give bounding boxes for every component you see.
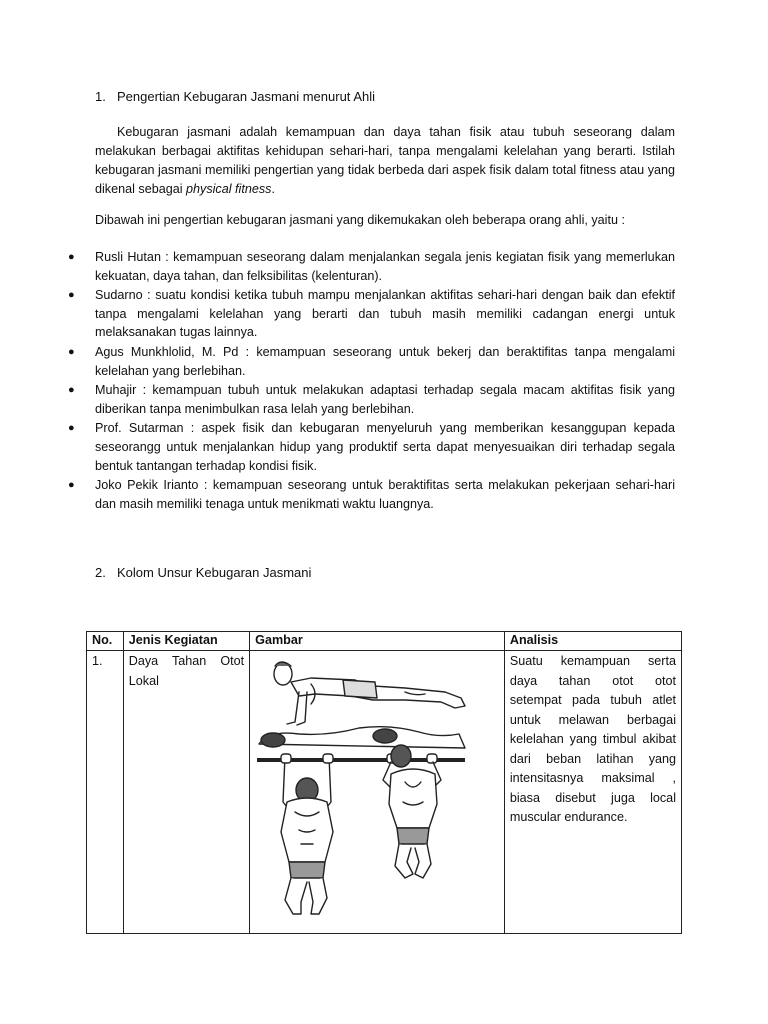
bullet-icon: ●	[68, 345, 75, 358]
intro-term: physical fitness	[186, 182, 272, 196]
section-1-title: Pengertian Kebugaran Jasmani menurut Ahli	[117, 89, 375, 104]
intro-text: Kebugaran jasmani adalah kemampuan dan daya tahan fisik atau tubuh seseorang dalam melakukan berbagai aktifitas kehidupan sehari-hari, tanpa mengalami kelelahan yang berarti. Istilah kebugaran jasmani memiliki pengertian yang tidak berbeda dari aspek fisik dalam total fitness atau yang dikenal sebagai	[95, 125, 675, 196]
list-item	[68, 343, 675, 380]
header-gambar: Gambar	[250, 632, 505, 651]
section-1-heading	[95, 89, 375, 104]
bullet-icon: ●	[68, 384, 75, 397]
list-item	[68, 476, 675, 513]
cell-analisis: Suatu kemampuan serta daya tahan otot otot setempat pada tubuh atlet untuk melawan berbagai kelelahan yang timbul akibat dari beban latihan yang intensitasnya maksimal , biasa disebut juga local muscular endurance.	[504, 651, 681, 934]
pull-up-figure-right	[383, 745, 441, 878]
section-2-heading	[95, 565, 311, 580]
exercise-illustration	[255, 652, 491, 922]
table-header-row	[87, 632, 682, 651]
definition-text: Rusli Hutan : kemampuan seseorang dalam menjalankan segala jenis kegiatan fisik yang memerlukan kekuatan, daya tahan, dan felksibilitas (kelenturan).	[95, 250, 675, 283]
header-analisis: Analisis	[504, 632, 681, 651]
push-up-figure	[274, 662, 465, 725]
table-row	[87, 651, 682, 934]
intro-end: .	[271, 182, 275, 196]
cell-no: 1.	[87, 651, 124, 934]
intro-paragraph	[95, 123, 675, 199]
section-2-number: 2.	[95, 565, 106, 580]
list-item	[68, 419, 675, 475]
cell-jenis: Daya Tahan Otot Lokal	[123, 651, 249, 934]
fitness-table	[86, 631, 682, 934]
push-up-figure-2	[259, 727, 465, 748]
definition-list	[68, 248, 675, 514]
definition-text: Joko Pekik Irianto : kemampuan seseorang untuk beraktifitas serta melakukan pekerjaan sehari-hari dan masih memiliki tenaga untuk menikmati waktu luangnya.	[95, 478, 675, 511]
pull-up-figure-left	[281, 754, 333, 914]
bullet-icon: ●	[68, 251, 75, 263]
bullet-icon: ●	[68, 479, 75, 492]
header-no: No.	[87, 632, 124, 651]
list-item	[68, 381, 675, 418]
list-item	[68, 248, 675, 285]
definition-text: Agus Munkhlolid, M. Pd : kemampuan seseorang untuk bekerj dan beraktifitas tanpa mengalami kelelahan yang berlebihan.	[95, 344, 675, 378]
cell-gambar	[250, 651, 505, 934]
definition-text: Sudarno : suatu kondisi ketika tubuh mampu menjalankan aktifitas sehari-hari dengan baik dan efektif tanpa mengalami kelelahan yang berarti dan tubuh masih memiliki cadangan energi untuk melaksanakan tugas lainnya.	[95, 288, 675, 340]
bullet-icon: ●	[68, 289, 75, 302]
section-1-number: 1.	[95, 89, 106, 104]
bullet-icon: ●	[68, 422, 75, 435]
section-2-title: Kolom Unsur Kebugaran Jasmani	[117, 565, 312, 580]
header-jenis: Jenis Kegiatan	[123, 632, 249, 651]
lead-in-paragraph: Dibawah ini pengertian kebugaran jasmani yang dikemukakan oleh beberapa orang ahli, yaitu :	[95, 213, 625, 227]
definition-text: Muhajir : kemampuan tubuh untuk melakukan adaptasi terhadap segala macam aktifitas fisik yang diberikan tanpa menimbulkan rasa lelah yang berlebihan.	[95, 383, 675, 416]
list-item	[68, 286, 675, 342]
definition-text: Prof. Sutarman : aspek fisik dan kebugaran menyeluruh yang memberikan kesanggupan kepada seseorangg untuk menjalankan hidup yang produktif serta dapat menyesuaikan diri terhadap segala bentuk tantangan terhadap kondisi fisik.	[95, 421, 675, 473]
